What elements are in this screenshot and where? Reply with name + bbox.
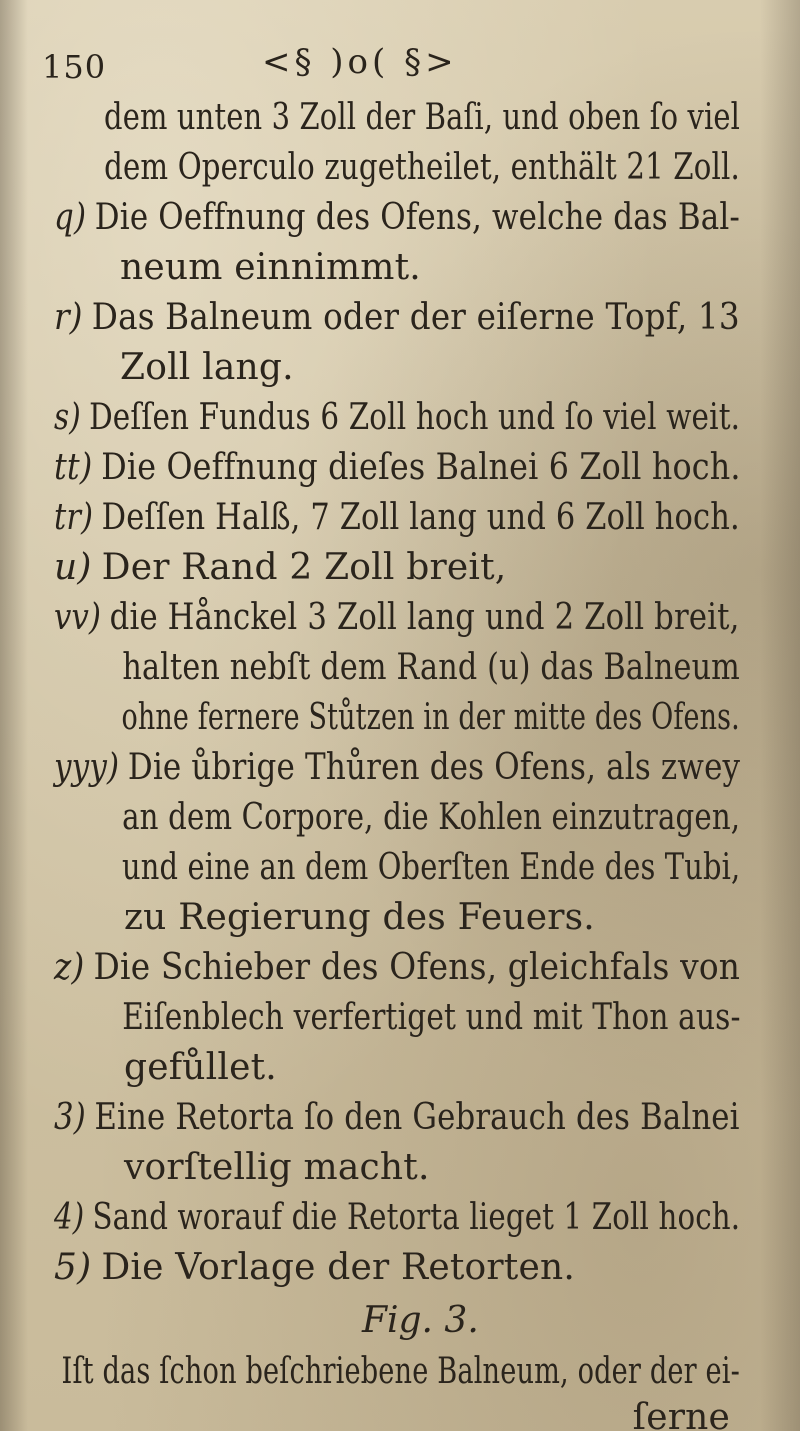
- item-marker: 4): [54, 1197, 85, 1238]
- text-line: [54, 746, 740, 790]
- item-marker: u): [54, 547, 92, 588]
- line-text: Der Rand 2 Zoll breit,: [101, 547, 507, 588]
- text-line: [114, 646, 740, 690]
- text-line: [114, 696, 740, 740]
- page-number: 150: [42, 48, 107, 86]
- line-text: Eine Retorta ſo den Gebrauch des Balnei: [94, 1097, 740, 1138]
- line-text: ohne fernere Stůtzen in der mitte des Ofens.: [121, 697, 740, 738]
- text-line: [110, 346, 294, 390]
- item-marker: tr): [54, 497, 94, 538]
- line-text: Die ůbrige Thůren des Ofens, als zwey: [127, 747, 741, 788]
- line-text: Eiſenblech verfertiget und mit Thon aus-: [122, 997, 741, 1038]
- closing-line: [54, 1350, 740, 1394]
- line-text: dem Operculo zugetheilet, enthält 21 Zoll.: [104, 147, 740, 188]
- line-text: Iſt das ſchon beſchriebene Balneum, oder der ei-: [61, 1351, 740, 1392]
- line-text: dem unten 3 Zoll der Baſi, und oben ſo viel: [104, 97, 741, 138]
- text-line: [114, 846, 740, 890]
- item-marker: q): [54, 197, 87, 238]
- line-text: Deſſen Fundus 6 Zoll hoch und ſo viel weit.: [89, 397, 741, 438]
- item-marker: tt): [54, 447, 93, 488]
- line-text: die Hånckel 3 Zoll lang und 2 Zoll breit,: [109, 597, 740, 638]
- line-text: Die Oeffnung des Ofens, welche das Bal-: [94, 197, 741, 238]
- text-line: [54, 1096, 740, 1140]
- line-text: Die Vorlage der Retorten.: [101, 1247, 575, 1288]
- line-text: Zoll lang.: [120, 347, 294, 388]
- line-text: neum einnimmt.: [120, 247, 421, 288]
- text-line: [54, 396, 740, 440]
- line-text: gefůllet.: [124, 1047, 277, 1088]
- line-text: vorſtellig macht.: [124, 1147, 430, 1188]
- text-line: [54, 296, 740, 340]
- item-marker: 5): [54, 1247, 92, 1288]
- line-text: Sand worauf die Retorta lieget 1 Zoll hoch.: [92, 1197, 741, 1238]
- catchword: ſerne: [632, 1397, 730, 1431]
- line-text: Die Oeffnung dieſes Balnei 6 Zoll hoch.: [101, 447, 741, 488]
- text-line: [54, 446, 741, 490]
- line-text: an dem Corpore, die Kohlen einzutragen,: [122, 797, 741, 838]
- header-ornament: <§ )o( §>: [262, 42, 458, 82]
- line-text: Deſſen Halß, 7 Zoll lang und 6 Zoll hoch.: [101, 497, 740, 538]
- text-line: [54, 596, 740, 640]
- item-marker: s): [54, 397, 81, 438]
- text-line: [54, 496, 740, 540]
- line-text: halten nebſt dem Rand (u) das Balneum: [122, 647, 740, 688]
- item-marker: 3): [54, 1097, 86, 1138]
- line-text: und eine an dem Oberſten Ende des Tubi,: [122, 847, 741, 888]
- line-text: zu Regierung des Feuers.: [124, 897, 595, 938]
- item-marker: vv): [54, 597, 102, 638]
- text-line: [114, 896, 595, 940]
- item-marker: z): [54, 947, 85, 988]
- figure-caption: Fig. 3.: [362, 1300, 479, 1341]
- text-line: [54, 946, 740, 990]
- text-line: [54, 546, 506, 590]
- text-line: [54, 1246, 575, 1290]
- text-line: [96, 146, 740, 190]
- text-line: [54, 196, 740, 240]
- text-line: [114, 996, 741, 1040]
- text-line: [96, 96, 740, 140]
- item-marker: r): [54, 297, 83, 338]
- text-line: [110, 246, 421, 290]
- text-line: [114, 796, 740, 840]
- text-line: [114, 1046, 277, 1090]
- text-line: [114, 1146, 430, 1190]
- line-text: Das Balneum oder der eiſerne Topf, 13: [91, 297, 740, 338]
- text-line: [54, 1196, 740, 1240]
- item-marker: yyy): [54, 747, 120, 788]
- line-text: Die Schieber des Ofens, gleichfals von: [93, 947, 741, 988]
